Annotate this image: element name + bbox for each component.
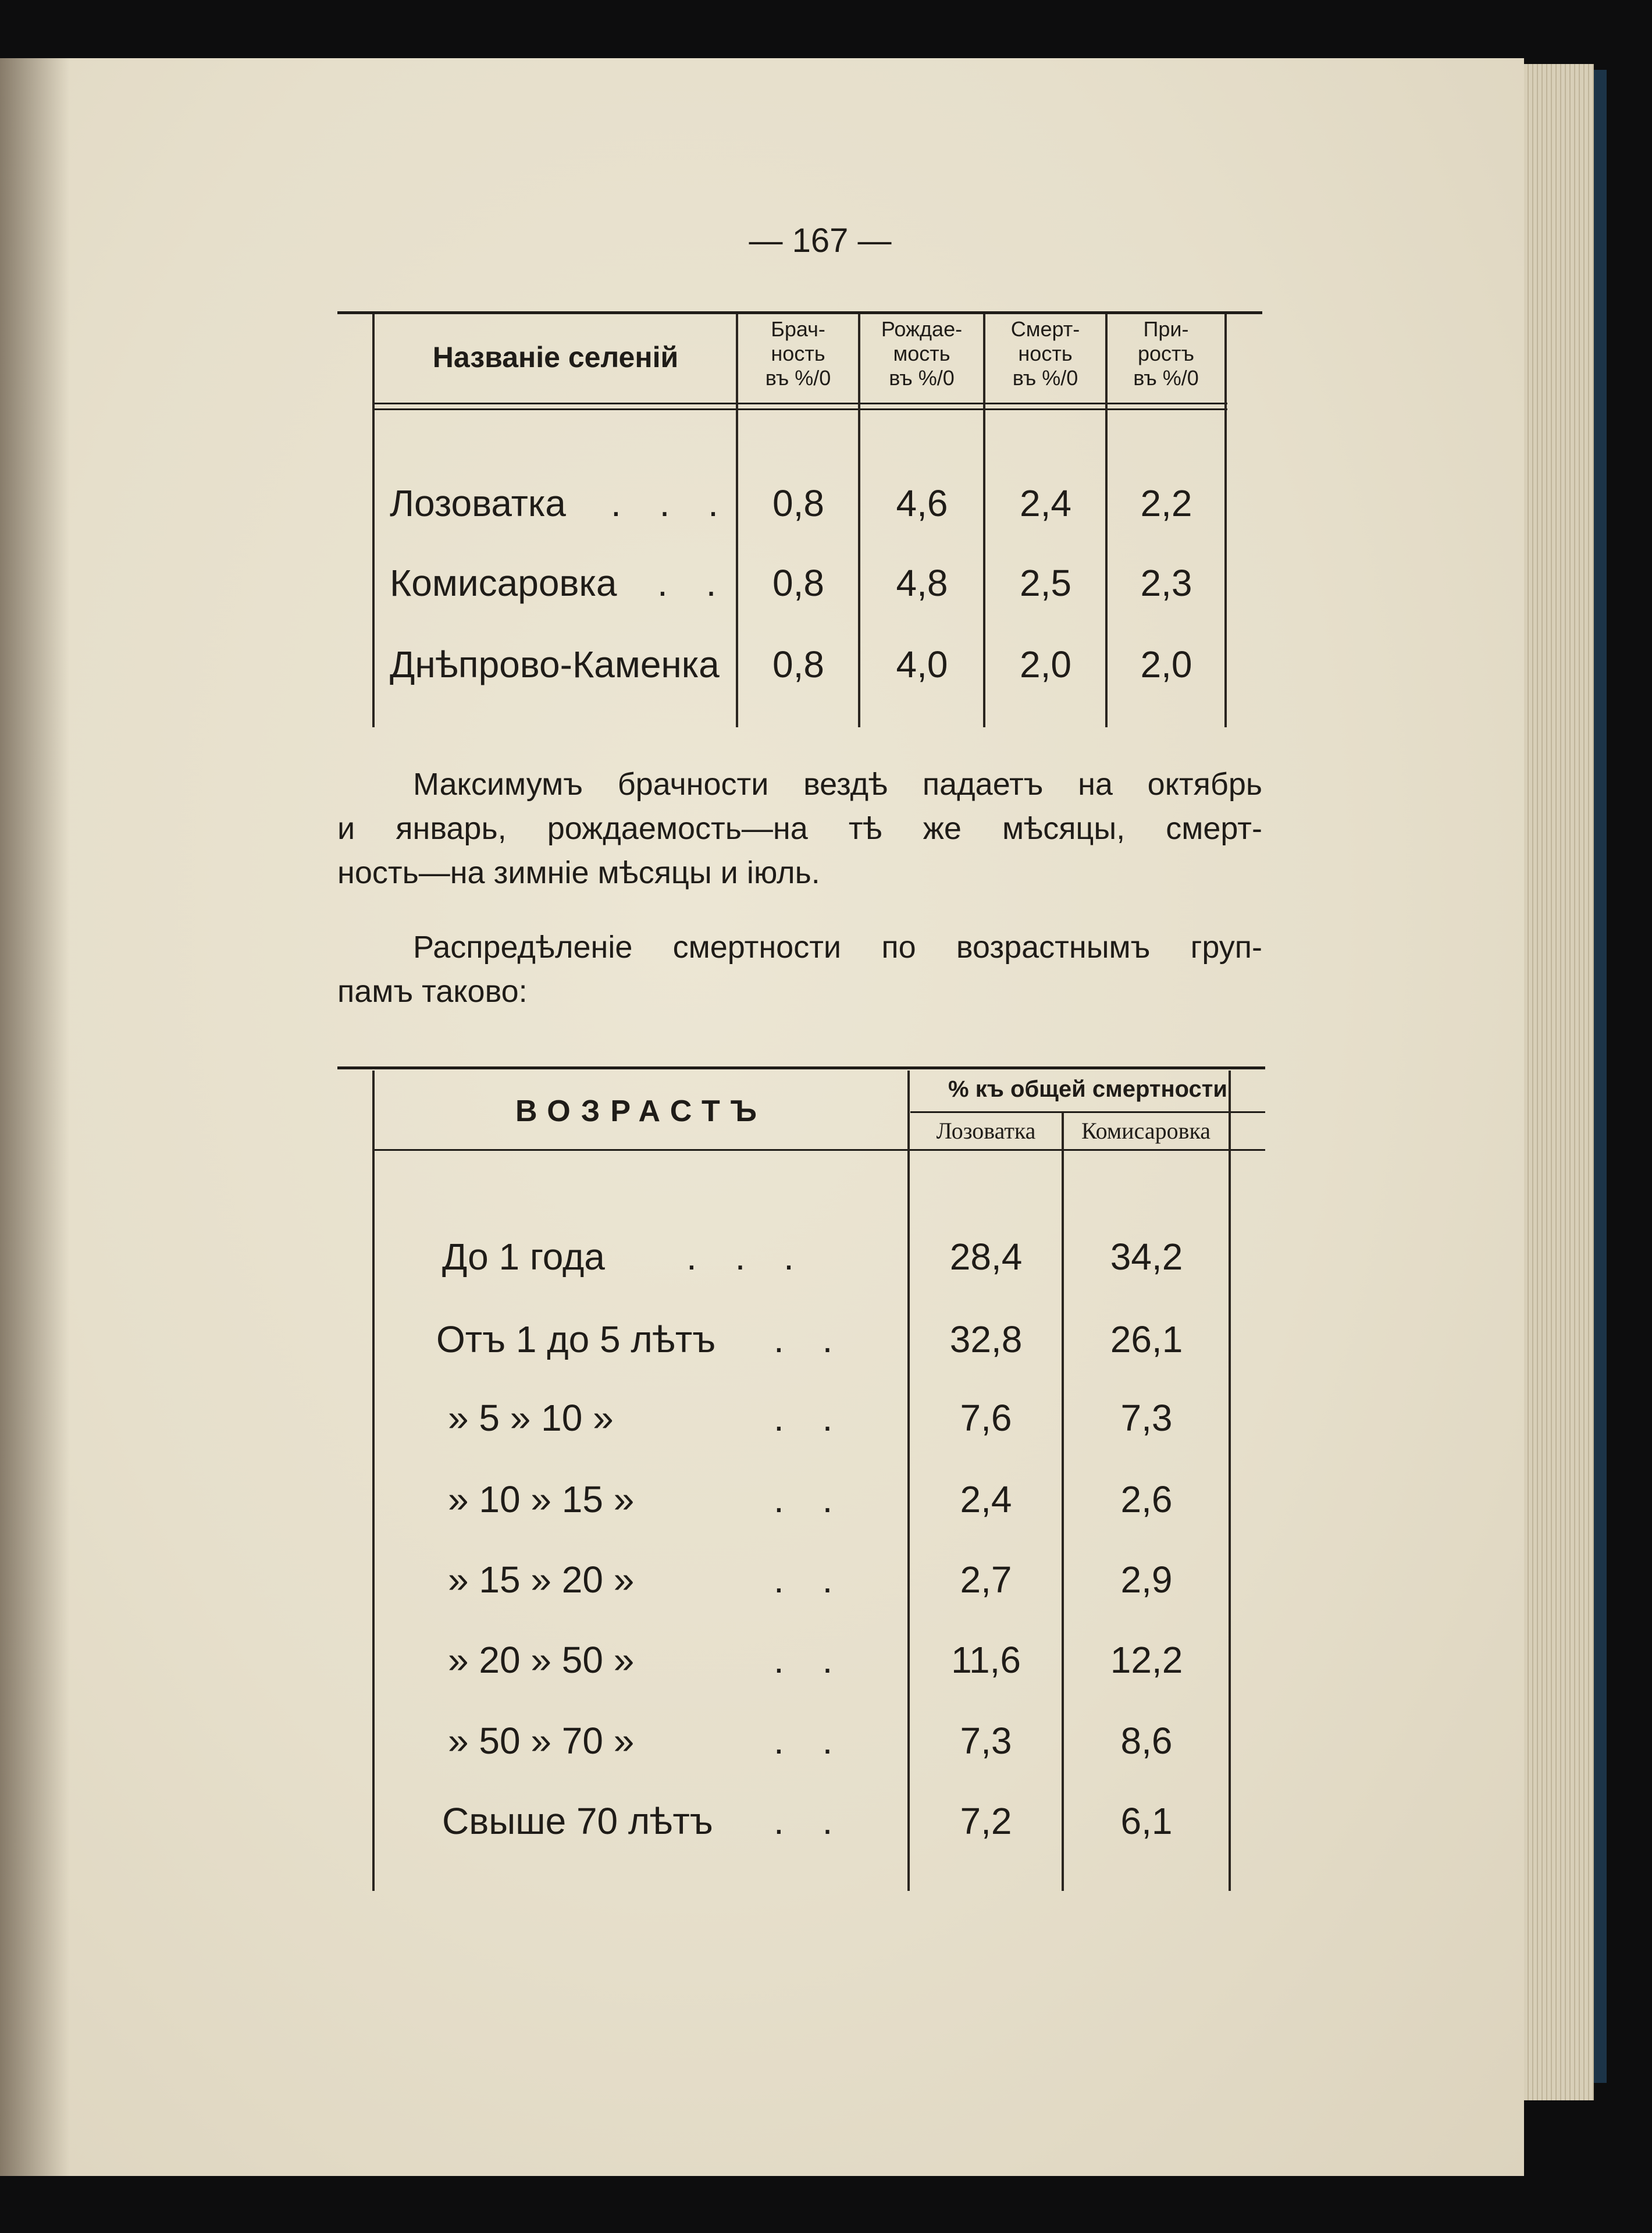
table1-top-rule xyxy=(337,311,1262,314)
header-line: При- xyxy=(1143,317,1189,341)
page-edges xyxy=(1524,64,1594,2100)
table2-col-divider xyxy=(1062,1112,1064,1891)
leader-dots: . . xyxy=(774,1800,847,1842)
table1-header-rule-2 xyxy=(372,408,1227,410)
text-line: памъ таково: xyxy=(337,974,528,1009)
table2-left-border xyxy=(372,1071,375,1891)
value-growth: 2,2 xyxy=(1140,482,1192,524)
value-lozovatka: 2,7 xyxy=(960,1559,1012,1601)
value-komisarovka: 6,1 xyxy=(1120,1800,1173,1842)
header-line: Смерт- xyxy=(1010,317,1080,341)
header-col-marriage xyxy=(740,317,856,390)
age-label: Отъ 1 до 5 лѣтъ xyxy=(436,1318,716,1360)
value-births: 4,6 xyxy=(896,482,948,524)
table1-col-divider xyxy=(1105,314,1108,727)
leader-dots: . . xyxy=(774,1720,847,1762)
leader-dots: . . xyxy=(774,1559,847,1601)
header-line: въ %/0 xyxy=(1012,366,1078,390)
table1-left-border xyxy=(372,314,375,727)
settlement-name: Лозоватка xyxy=(390,482,566,524)
book-cover-edge xyxy=(1594,70,1607,2083)
age-label: До 1 года xyxy=(442,1236,605,1278)
age-label: » 50 » 70 » xyxy=(448,1720,635,1762)
value-births: 4,8 xyxy=(896,562,948,604)
table1-col-divider xyxy=(858,314,860,727)
table2-right-border xyxy=(1229,1071,1231,1891)
leader-dots: . . . xyxy=(686,1236,808,1278)
value-lozovatka: 2,4 xyxy=(960,1478,1012,1520)
value-lozovatka: 32,8 xyxy=(949,1318,1023,1360)
header-line: Рождае- xyxy=(881,317,963,341)
header-col-births xyxy=(862,317,981,390)
value-marriage: 0,8 xyxy=(772,643,824,685)
age-label: » 15 » 20 » xyxy=(448,1559,635,1601)
value-deaths: 2,5 xyxy=(1020,562,1071,604)
value-komisarovka: 26,1 xyxy=(1110,1318,1183,1360)
value-lozovatka: 11,6 xyxy=(951,1639,1021,1681)
paragraph-distribution-intro xyxy=(337,925,1262,1014)
leader-dots: . . xyxy=(774,1318,847,1360)
header-col-growth xyxy=(1109,317,1223,390)
value-marriage: 0,8 xyxy=(772,562,824,604)
table1-col-divider xyxy=(983,314,985,727)
text-line: Распредѣленіе смертности по возрастнымъ груп- xyxy=(413,930,1262,965)
header-line: Брач- xyxy=(771,317,825,341)
age-label: » 5 » 10 » xyxy=(448,1397,614,1439)
value-growth: 2,0 xyxy=(1140,643,1192,685)
text-line: ность—на зимніе мѣсяцы и іюль. xyxy=(337,855,820,890)
page-gutter-shadow xyxy=(0,58,70,2176)
value-births: 4,0 xyxy=(896,643,948,685)
header-line: ность xyxy=(1018,342,1073,365)
value-lozovatka: 7,2 xyxy=(960,1800,1012,1842)
age-label: » 10 » 15 » xyxy=(448,1478,635,1520)
leader-dots: . . xyxy=(657,562,731,604)
value-marriage: 0,8 xyxy=(772,482,824,524)
value-deaths: 2,0 xyxy=(1020,643,1071,685)
text-line: и январь, рождаемость—на тѣ же мѣсяцы, смерт- xyxy=(337,811,1262,846)
header-line: въ %/0 xyxy=(889,366,955,390)
value-komisarovka: 12,2 xyxy=(1110,1639,1183,1681)
value-growth: 2,3 xyxy=(1140,562,1192,604)
page-number: — 167 — xyxy=(749,222,892,259)
table2-top-rule xyxy=(337,1066,1265,1069)
settlement-name: Днѣпрово-Каменка xyxy=(390,643,720,685)
header-settlement-name: Названіе селеній xyxy=(432,341,679,374)
value-komisarovka: 34,2 xyxy=(1110,1236,1183,1278)
value-komisarovka: 2,9 xyxy=(1120,1559,1173,1601)
table1-right-border xyxy=(1224,314,1227,727)
value-lozovatka: 7,6 xyxy=(960,1397,1012,1439)
value-deaths: 2,4 xyxy=(1020,482,1071,524)
header-komisarovka: Комисаровка xyxy=(1081,1118,1211,1144)
table1-header-rule xyxy=(372,403,1227,404)
header-percent-total-mortality: % къ общей смертности xyxy=(948,1076,1227,1102)
text-line: Максимумъ брачности вездѣ падаетъ на октябрь xyxy=(413,767,1262,802)
leader-dots: . . xyxy=(774,1397,847,1439)
settlement-name: Комисаровка xyxy=(390,562,617,604)
table2-col-divider xyxy=(907,1071,910,1891)
value-komisarovka: 7,3 xyxy=(1120,1397,1173,1439)
value-lozovatka: 28,4 xyxy=(949,1236,1023,1278)
header-line: въ %/0 xyxy=(1133,366,1199,390)
value-komisarovka: 8,6 xyxy=(1120,1720,1173,1762)
table1-col-divider xyxy=(736,314,738,727)
table2-subheader-rule xyxy=(910,1111,1265,1113)
value-komisarovka: 2,6 xyxy=(1120,1478,1173,1520)
leader-dots: . . xyxy=(774,1478,847,1520)
leader-dots: . . . xyxy=(611,482,732,524)
header-line: ростъ xyxy=(1137,342,1195,365)
header-line: ность xyxy=(771,342,825,365)
header-line: мость xyxy=(893,342,950,365)
age-label: » 20 » 50 » xyxy=(448,1639,635,1681)
value-lozovatka: 7,3 xyxy=(960,1720,1012,1762)
table2-header-rule xyxy=(372,1149,1265,1151)
header-col-deaths xyxy=(987,317,1103,390)
paragraph-marriage-maximum xyxy=(337,762,1262,895)
header-age: ВОЗРАСТЪ xyxy=(515,1094,767,1128)
header-lozovatka: Лозоватка xyxy=(936,1118,1036,1144)
leader-dots: . . xyxy=(774,1639,847,1681)
age-label: Свыше 70 лѣтъ xyxy=(442,1800,713,1842)
header-line: въ %/0 xyxy=(765,366,831,390)
